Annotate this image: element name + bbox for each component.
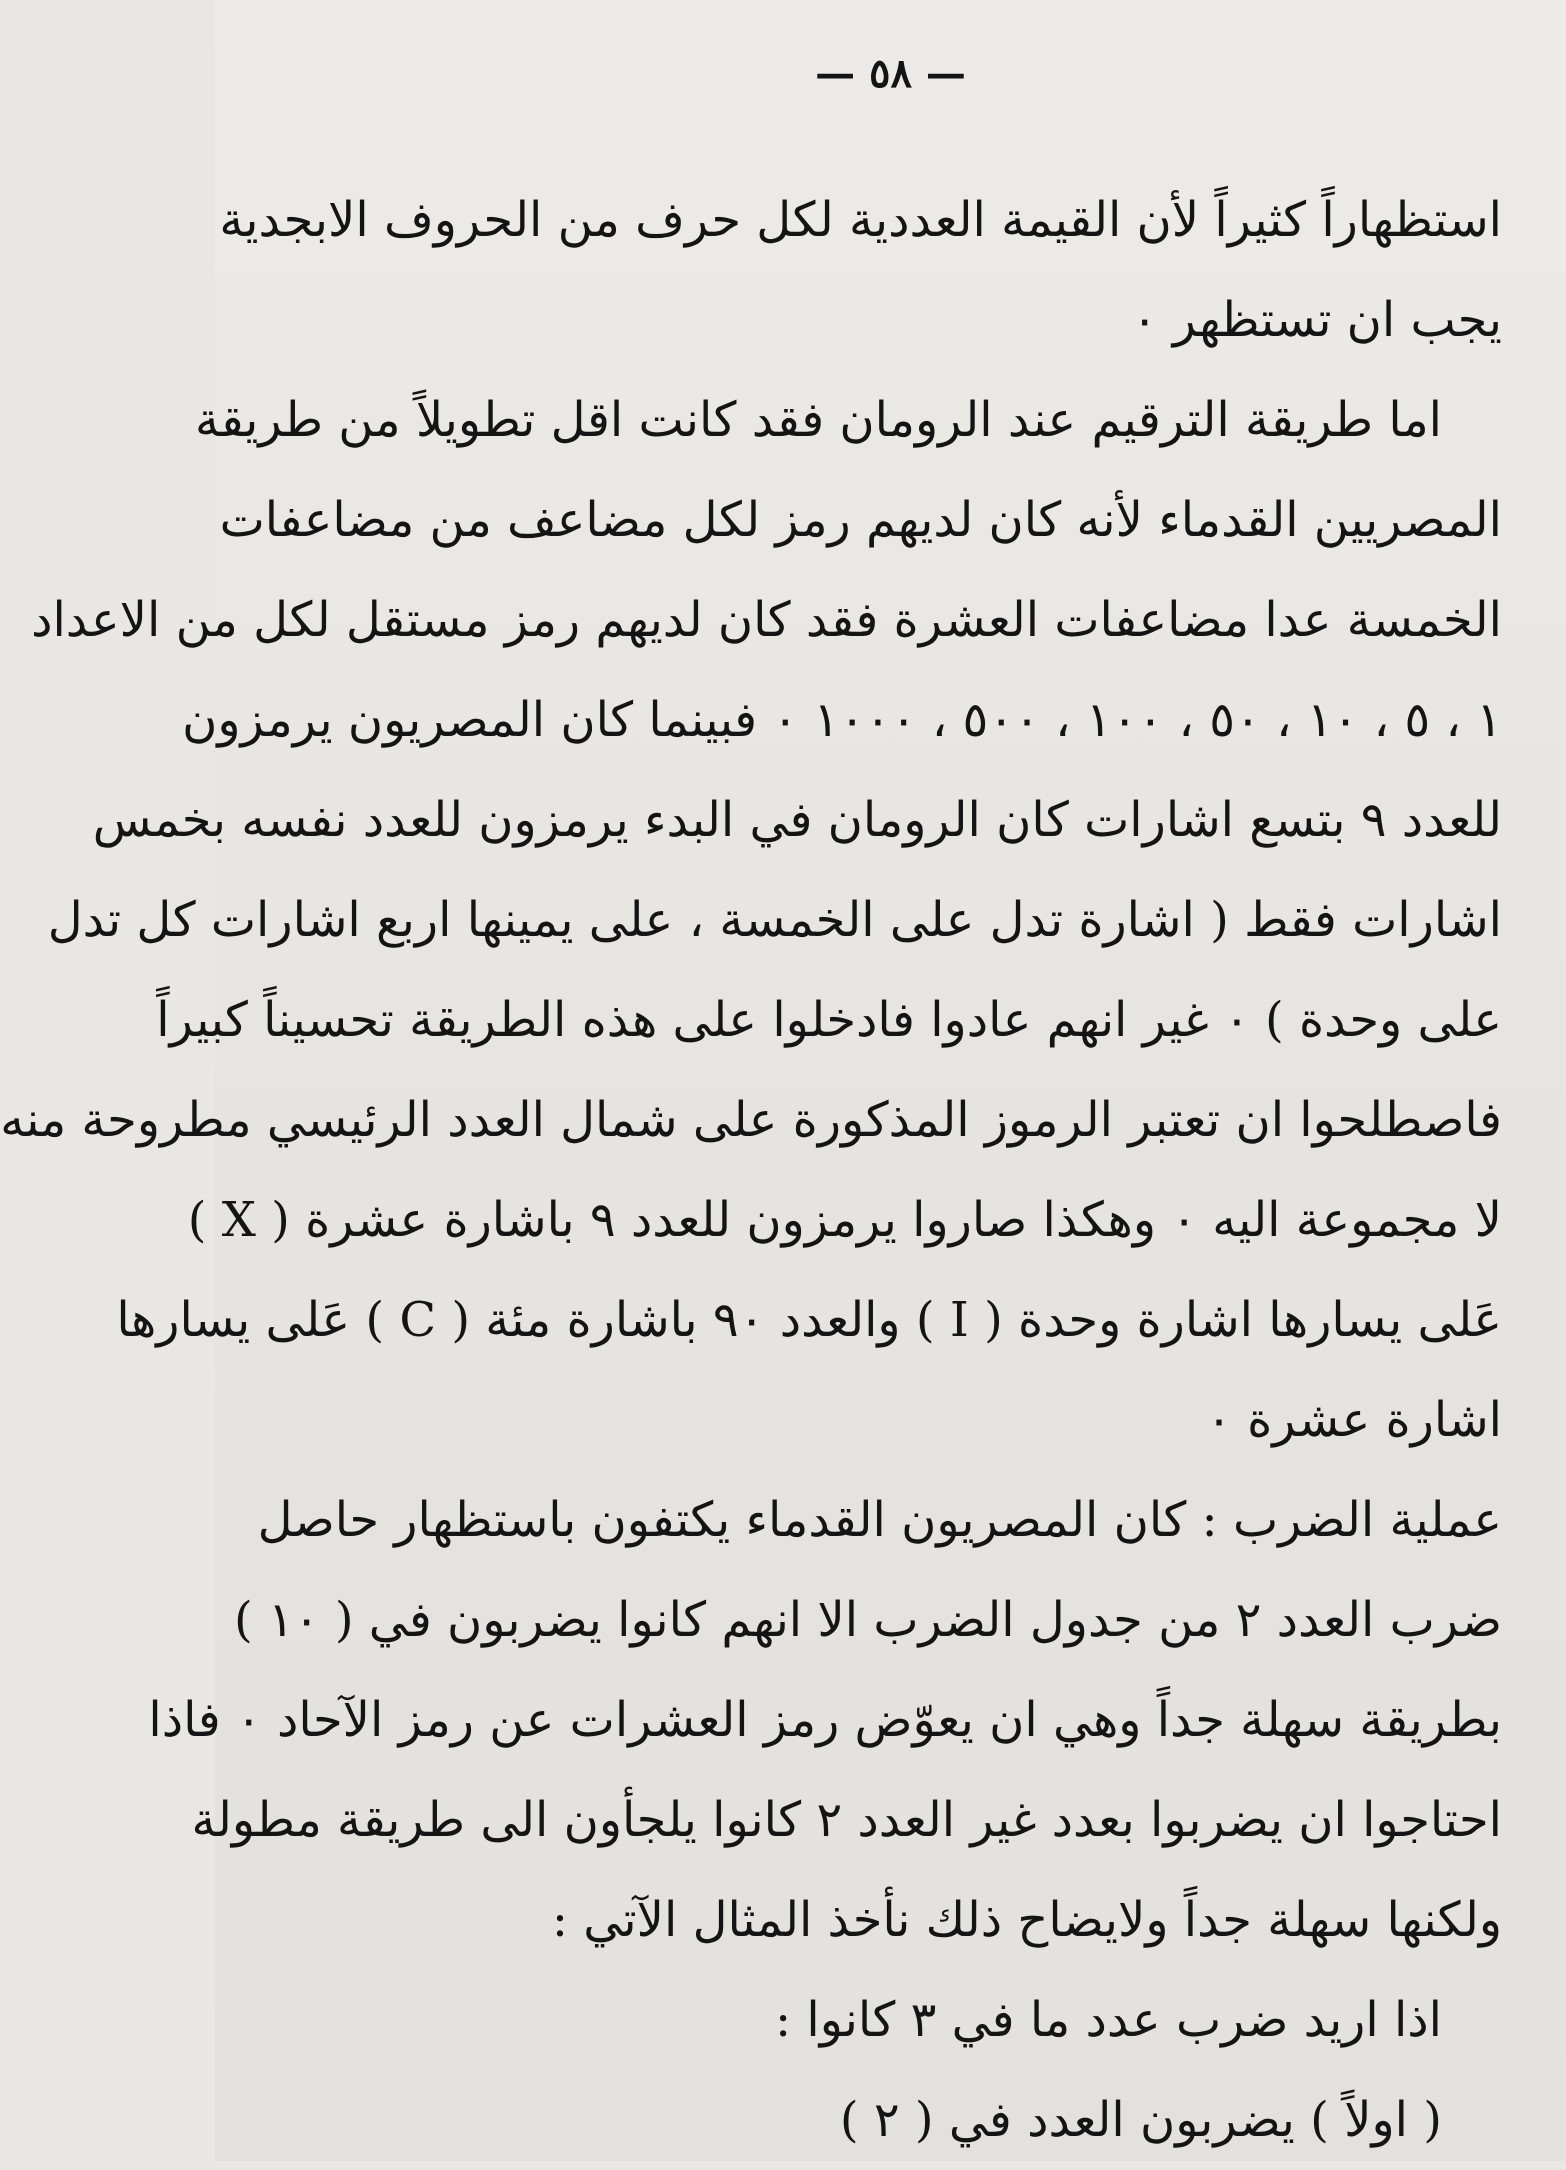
page-number: — ٥٨ — — [815, 50, 966, 97]
text-line: فاصطلحوا ان تعتبر الرموز المذكورة على شمال العدد الرئيسي مطروحة منه — [0, 1092, 1502, 1148]
text-line: يجب ان تستظهر ٠ — [1131, 292, 1502, 348]
text-line: بطريقة سهلة جداً وهي ان يعوّض رمز العشرات عن رمز الآحاد ٠ فاذا — [148, 1692, 1502, 1748]
text-line: عملية الضرب : كان المصريون القدماء يكتفون باستظهار حاصل — [257, 1492, 1502, 1548]
text-line: احتاجوا ان يضربوا بعدد غير العدد ٢ كانوا يلجأون الى طريقة مطولة — [191, 1792, 1502, 1848]
text-line: اذا اريد ضرب عدد ما في ٣ كانوا : — [774, 1992, 1442, 2048]
text-line: استظهاراً كثيراً لأن القيمة العددية لكل حرف من الحروف الابجدية — [219, 192, 1502, 248]
text-line: الخمسة عدا مضاعفات العشرة فقد كان لديهم رمز مستقل لكل من الاعداد — [31, 592, 1502, 648]
text-line: ( اولاً ) يضربون العدد في ( ٢ ) — [839, 2092, 1442, 2148]
body-text — [0, 170, 1502, 2170]
text-line: ١ ، ٥ ، ١٠ ، ٥٠ ، ١٠٠ ، ٥٠٠ ، ١٠٠٠ ٠ فبينما كان المصريون يرمزون — [182, 692, 1502, 748]
text-line: اشارة عشرة ٠ — [1206, 1392, 1502, 1448]
text-line: اما طريقة الترقيم عند الرومان فقد كانت اقل تطويلاً من طريقة — [194, 392, 1442, 448]
text-line: للعدد ٩ بتسع اشارات كان الرومان في البدء يرمزون للعدد نفسه بخمس — [92, 792, 1502, 848]
text-line: المصريين القدماء لأنه كان لديهم رمز لكل مضاعف من مضاعفات — [219, 492, 1502, 548]
text-line: ضرب العدد ٢ من جدول الضرب الا انهم كانوا يضربون في ( ١٠ ) — [234, 1592, 1502, 1648]
text-line: اشارات فقط ( اشارة تدل على الخمسة ، على يمينها اربع اشارات كل تدل — [47, 892, 1502, 948]
text-line: على وحدة ) ٠ غير انهم عادوا فادخلوا على هذه الطريقة تحسيناً كبيراً — [156, 992, 1502, 1048]
text-line: ولكنها سهلة جداً ولايضاح ذلك نأخذ المثال الآتي : — [551, 1892, 1502, 1948]
text-line: عَلى يسارها اشارة وحدة ( I ) والعدد ٩٠ باشارة مئة ( C ) عَلى يسارها — [116, 1292, 1502, 1348]
text-line: لا مجموعة اليه ٠ وهكذا صاروا يرمزون للعدد ٩ باشارة عشرة ( X ) — [187, 1192, 1502, 1248]
